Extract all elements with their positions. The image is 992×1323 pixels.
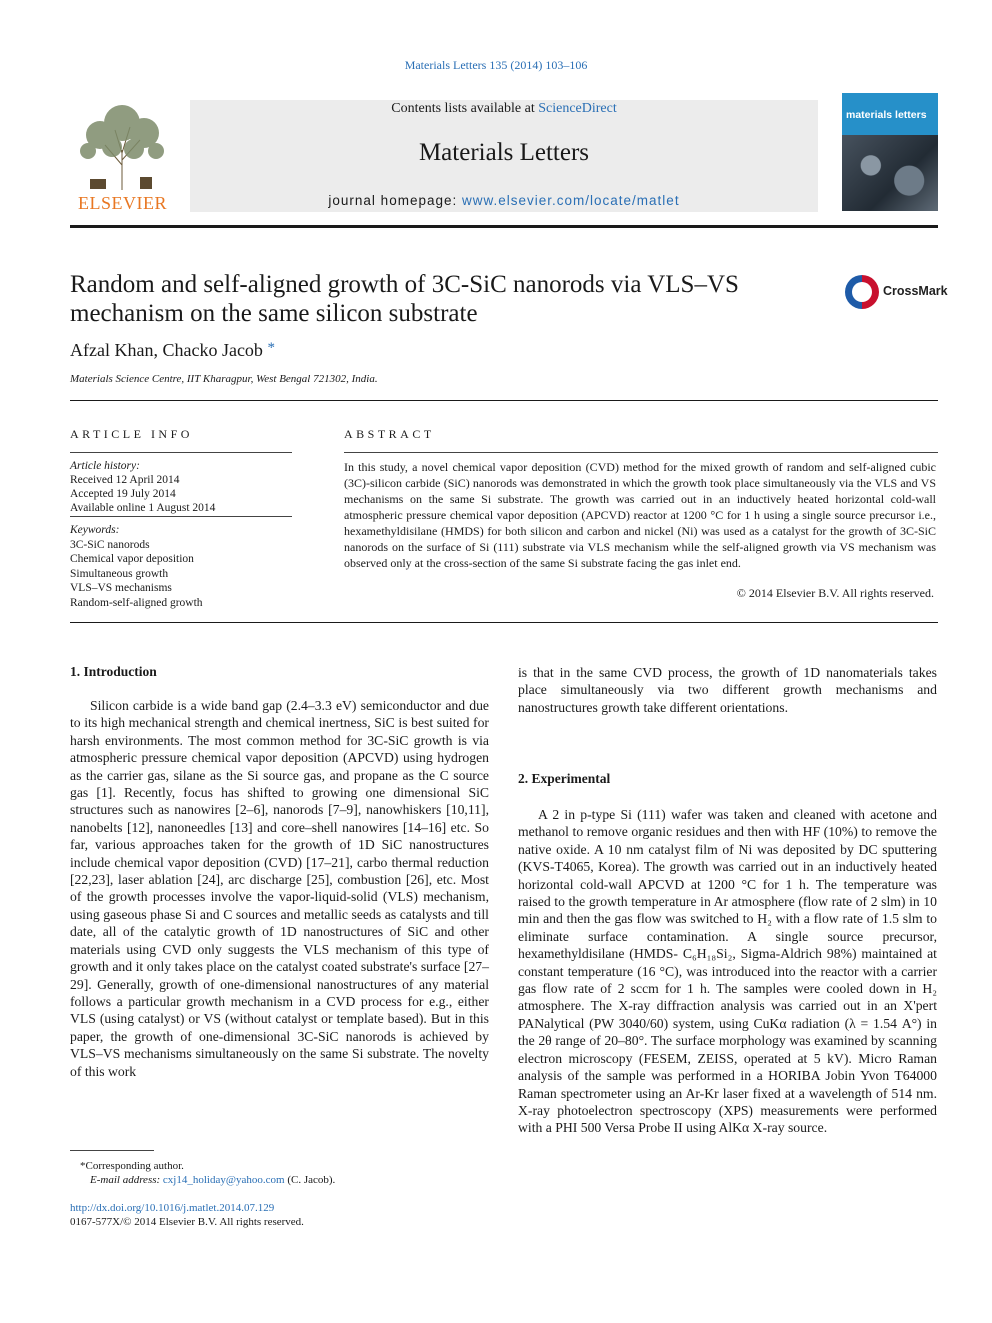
affiliation: Materials Science Centre, IIT Kharagpur, West Bengal 721302, India. (70, 373, 378, 385)
crossmark-label: CrossMark (883, 284, 948, 298)
sciencedirect-link[interactable]: ScienceDirect (538, 101, 617, 116)
email-link[interactable]: cxj14_holiday@yahoo.com (162, 1174, 285, 1186)
keyword: Simultaneous growth (70, 567, 169, 580)
author-list (70, 340, 275, 361)
abstract-copyright: © 2014 Elsevier B.V. All rights reserved. (736, 586, 934, 600)
cover-micrograph (842, 135, 938, 211)
homepage-link[interactable]: www.elsevier.com/locate/matlet (462, 193, 680, 208)
introduction-paragraph: Silicon carbide is a wide band gap (2.4–3.3 eV) semiconductor and due to its high mechanical strength and chemical inertness, SiC is best suited for harsh environments. The most common method for 3C-SiC growth is via atmospheric pressure chemical vapor deposition (APCVD) using hydrogen as the carrier gas, silane as the Si source gas, and propane as the C source gas [1]. Recently, focus has shifted to growing one dimensional SiC structures such as nanowires [2–6], nanorods [7–9], nanowhiskers [10,11], nanobelts [12], nanoneedles [13] and core–shell nanowires [14–16] etc. So far, various approaches taken for the growth of 1D SiC nanostructures include chemical vapor deposition (CVD) [17–21], carbo thermal reduction [22,23], laser ablation [24], arc discharge [25], combustion [26], etc. Most of the growth processes involve the vapor-liquid-solid (VLS) mechanism, using gaseous phase Si and C sources and metallic seeds as catalysts and till date, all of the catalytic growth of 1D nanostructures of SiC and other materials using CVD only suggests the VLS mechanism of this type of growth and it only takes place on the catalyst coated substrate's surface [27–29]. Generally, growth of one-dimensional nanostructures of any material follows a particular growth mechanism in a CVD process for e.g., either VLS (using catalyst) or VS (without catalyst or template based). But in this paper, the growth of one-dimensional 3C-SiC nanorods is achieved by VLS–VS mechanisms simultaneously on the same Si substrate. The novelty of this work (70, 698, 489, 1079)
keyword: VLS–VS mechanisms (70, 582, 172, 594)
abstract-bottom-rule (70, 622, 938, 623)
experimental-heading: 2. Experimental (518, 771, 611, 786)
abstract-rule (344, 452, 938, 453)
keyword: 3C-SiC nanorods (70, 538, 150, 551)
journal-cover-image[interactable] (842, 93, 938, 211)
email-suffix: (C. Jacob). (284, 1174, 336, 1186)
history-received: Received 12 April 2014 (70, 474, 180, 486)
article-history (70, 459, 215, 515)
journal-title: Materials Letters (418, 139, 590, 166)
keyword: Random-self-aligned growth (70, 596, 203, 609)
contents-line (190, 101, 818, 117)
abstract-heading: ABSTRACT (344, 427, 435, 441)
header-rule (70, 225, 938, 228)
footnote (70, 1159, 490, 1187)
email-label: E-mail address: (90, 1174, 163, 1186)
introduction-continued (518, 664, 937, 716)
cover-title: materials letters (846, 109, 927, 121)
doi-block (70, 1201, 304, 1229)
history-rule (70, 516, 292, 517)
keywords-label: Keywords: (70, 524, 120, 536)
crossmark-icon (845, 275, 879, 309)
corresponding-author-note: *Corresponding author. (80, 1160, 184, 1172)
homepage-prefix: journal homepage: (328, 193, 462, 208)
journal-reference[interactable]: Materials Letters 135 (2014) 103–106 (404, 58, 588, 72)
experimental-body (518, 806, 937, 1137)
crossmark-badge[interactable] (845, 275, 948, 311)
issn-line: 0167-577X/© 2014 Elsevier B.V. All rights reserved. (70, 1216, 304, 1228)
corresponding-author-marker[interactable]: * (267, 340, 275, 356)
keywords-block (70, 523, 203, 610)
keyword: Chemical vapor deposition (70, 553, 194, 565)
history-online: Available online 1 August 2014 (70, 502, 216, 514)
introduction-body (70, 697, 489, 1080)
doi-link[interactable]: http://dx.doi.org/10.1016/j.matlet.2014.07.129 (70, 1202, 275, 1214)
abstract-text: In this study, a novel chemical vapor deposition (CVD) method for the mixed growth of random and self-aligned cubic (3C)-silicon carbide (SiC) nanorods was demonstrated in which the growth took place simultaneously via the VLS and VS mechanisms on the same Si substrate. The growth was carried out in an inductively heated horizontal cold-wall atmospheric pressure chemical vapor deposition (APCVD) reactor at 1200 °C for 1 h using a single source precursor i.e., hexamethyldisilane (HMDS) for both silicon and carbon and nickel (Ni) was used as a catalyst for the growth of 3C-SiC nanorods on the surface of Si (111) substrate via VLS mechanism while the self-aligned growth via VS mechanism was observed only at the cross-section of the same Si substrate facing the gas inlet end. (344, 460, 936, 570)
introduction-heading: 1. Introduction (70, 664, 157, 679)
introduction-paragraph-continued: is that in the same CVD process, the growth of 1D nanomaterials takes place simultaneously via two different growth mechanisms and nanostructures growth take different orientations. (518, 665, 937, 715)
email-line (70, 1173, 490, 1187)
contents-prefix: Contents lists available at (391, 101, 539, 116)
elsevier-wordmark: ELSEVIER (78, 193, 167, 213)
article-title: Random and self-aligned growth of 3C-SiC nanorods via VLS–VS mechanism on the same silicon substrate (70, 271, 739, 327)
homepage-line (190, 193, 818, 208)
history-accepted: Accepted 19 July 2014 (70, 488, 176, 500)
history-label: Article history: (70, 460, 140, 472)
authors-text: Afzal Khan, Chacko Jacob (70, 340, 263, 360)
footnote-rule (70, 1150, 154, 1151)
title-rule (70, 400, 938, 401)
article-info-rule (70, 452, 292, 453)
article-info-heading: ARTICLE INFO (70, 427, 193, 441)
experimental-paragraph: A 2 in p-type Si (111) wafer was taken and cleaned with acetone and methanol to remove organic residues and then with HF (10%) to remove the native oxide. A 10 nm catalyst film of Ni was deposited by DC sputtering (KVS-T4065, Korea). The growth was carried out in an inductively heated horizontal cold-wall APCVD at 1200 °C for 1 h. The temperature was raised to the growth temperature in Ar atmosphere (flow rate of 2 slm) in 10 min and then the gas flow was switched to H₂ with a flow rate of 1.5 slm to eliminate surface contamination. A single source precursor, hexamethyldisilane (HMDS- C₆H₁₈Si₂, Sigma-Aldrich 98%) maintained at constant temperature (16 °C), was introduced into the reactor with a carrier gas flow rate of 2 sccm for 1 h. The samples were cooled down in H₂ atmosphere. The X-ray diffraction analysis was carried out in an X'pert PANalytical (PW 3040/60) system, using CuKα radiation (λ = 1.54 A°) in the 2θ range of 20–80°. The surface morphology was examined by scanning electron microscopy (FESEM, ZEISS, operated at 5 kV). Micro Raman analysis of the sample was performed in a HORIBA Jobin Yvon T64000 Raman spectrometer using an Ar-Kr laser fixed at a wavelength of 514 nm. X-ray photoelectron spectroscopy (XPS) measurements were performed with a PHI 500 Versa Probe II using AlKα X-ray source. (518, 807, 937, 1136)
